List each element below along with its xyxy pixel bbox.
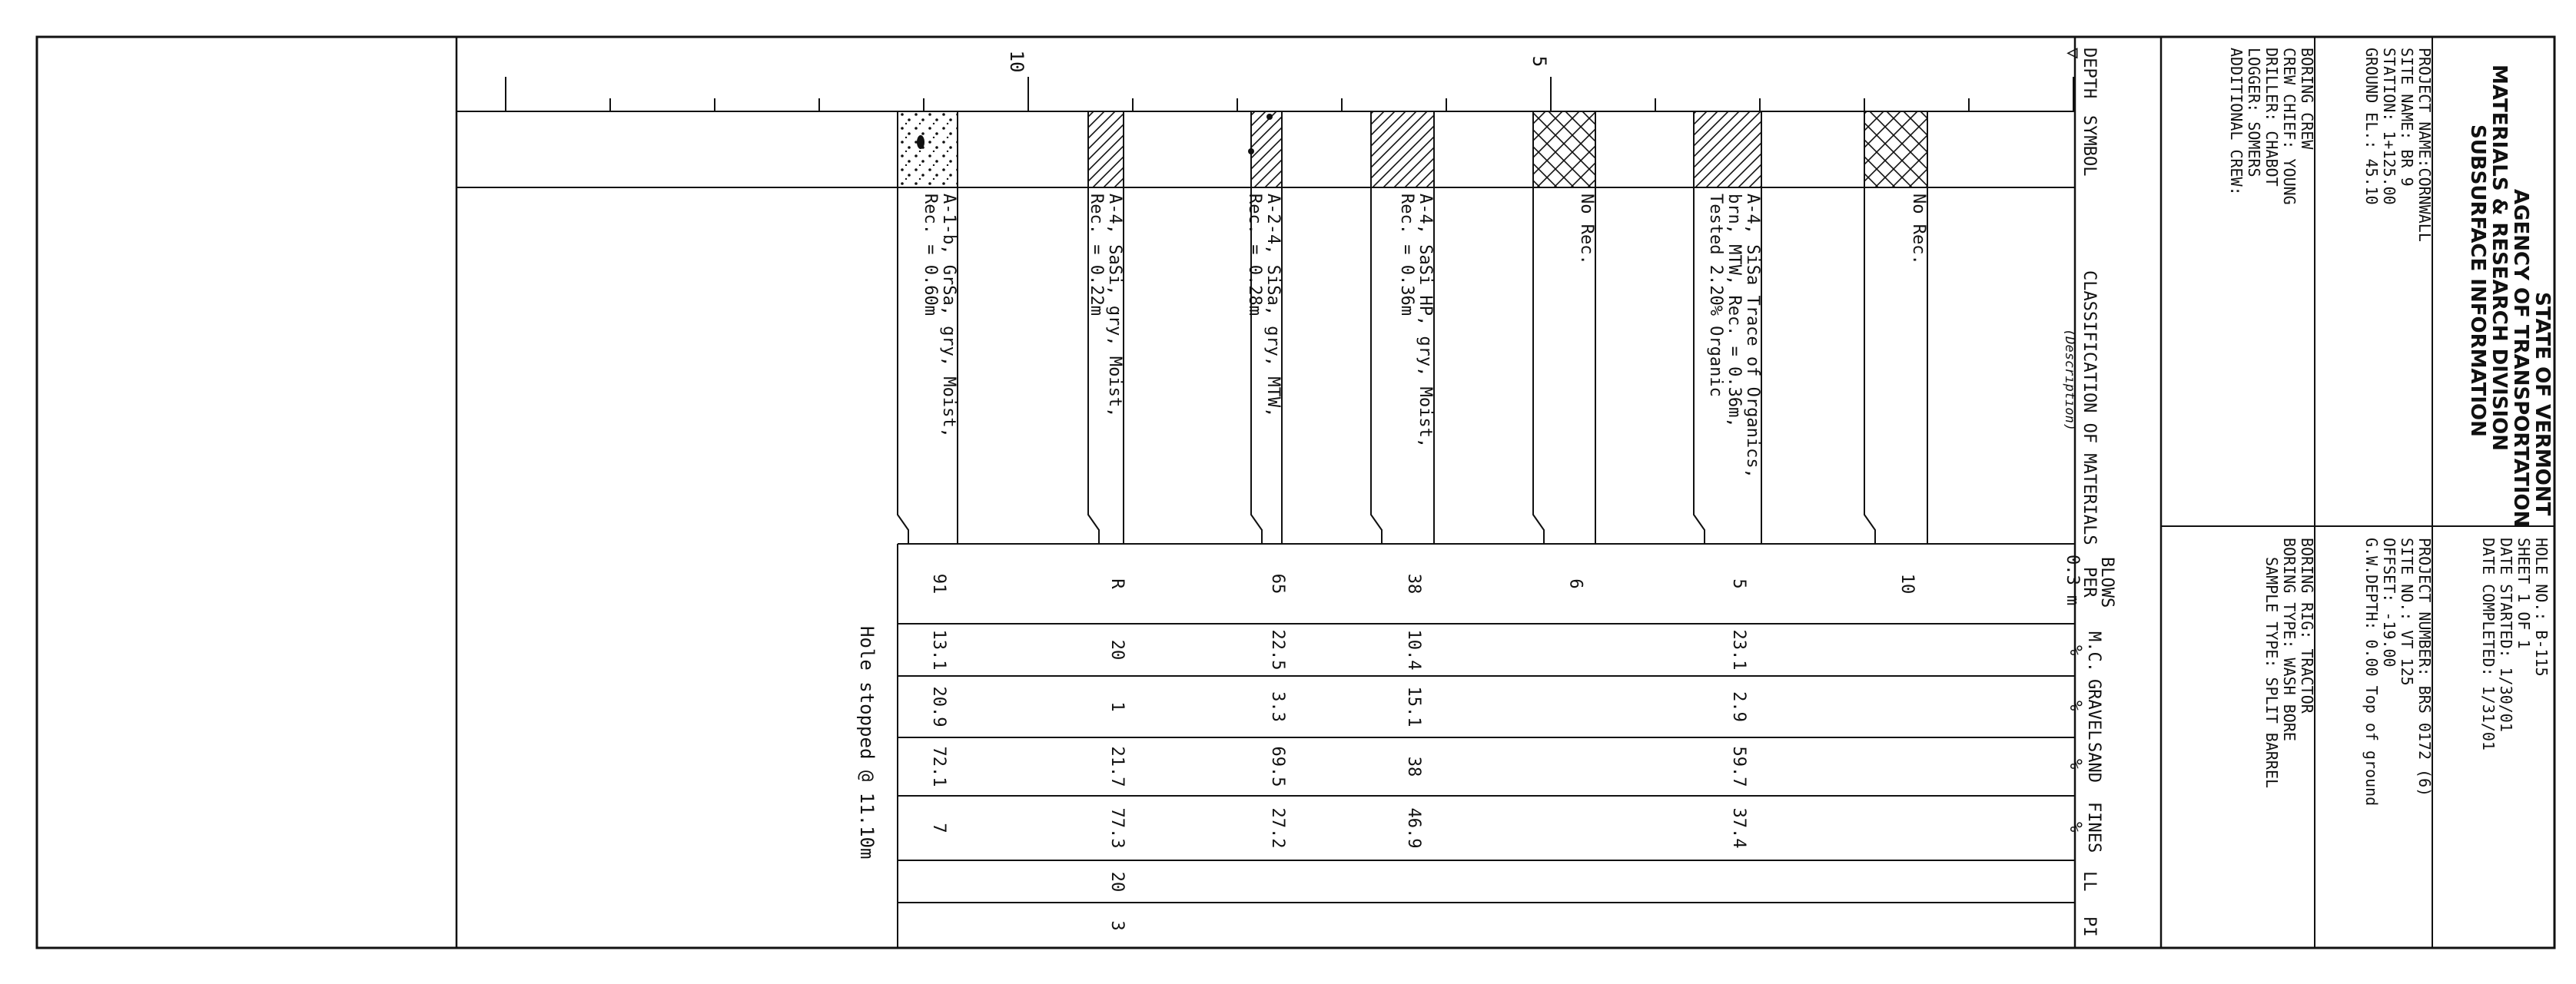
hole-number: HOLE NO.: B-115 (2532, 538, 2551, 677)
crew-chief: CREW CHIEF: YOUNG (2280, 48, 2299, 205)
sample-description: A-4, SaSi HP, gry, Moist, (1416, 194, 1435, 449)
agency-subtitle: SUBSURFACE INFORMATION (2466, 124, 2489, 437)
value-gravel: 20.9 (929, 686, 948, 727)
header-gravel-2: % (2066, 701, 2085, 711)
value-sand: 72.1 (929, 746, 948, 787)
sample-description: A-1-b, GrSa, gry, Moist, (939, 194, 958, 438)
sample-description: A-2-4, SiSa, gry, MTW, (1263, 194, 1283, 418)
sample-description: No Rec. (1909, 194, 1928, 265)
title-block (2227, 48, 2554, 806)
value-blows: 65 (1268, 573, 1287, 595)
value-blows: 5 (1729, 578, 1748, 589)
header-classification: CLASSIFICATION OF MATERIALS (2080, 270, 2099, 545)
value-mc: 13.1 (929, 629, 948, 671)
agency-name: AGENCY OF TRANSPORTATION (2509, 189, 2532, 528)
value-sand: 38 (1404, 756, 1423, 777)
sample-description: A-4, SaSi, gry, Moist, (1105, 194, 1124, 418)
sample-row (898, 111, 958, 833)
offset: OFFSET: -19.00 (2380, 538, 2398, 668)
value-ll: 20 (1107, 871, 1127, 893)
sample-description: A-4, SiSa Trace of Organics, (1743, 194, 1762, 479)
header-blows-3: 0.3 m (2063, 555, 2082, 606)
sample-type: SAMPLE TYPE: SPLIT BARREL (2262, 557, 2281, 789)
header-symbol: SYMBOL (2080, 115, 2099, 177)
value-fines: 77.3 (1107, 807, 1127, 849)
value-gravel: 1 (1107, 701, 1127, 712)
site-name: SITE NAME: BR 9 (2398, 48, 2416, 187)
sheet-number: SHEET 1 OF 1 (2515, 538, 2533, 649)
sample-row (1533, 111, 1596, 589)
value-blows: R (1107, 578, 1127, 589)
project-number: PROJECT NUMBER: BRS 0172 (6) (2415, 538, 2434, 797)
scale-label-10: 10 (1006, 50, 1027, 73)
sample-description: Rec. = 0.22m (1087, 194, 1106, 316)
soil-symbol (898, 111, 958, 187)
sample-row (1864, 111, 1928, 594)
header-pi: PI (2080, 916, 2099, 937)
value-blows: 38 (1404, 573, 1423, 595)
soil-symbol (1694, 111, 1761, 187)
header-fines-2: % (2066, 822, 2085, 833)
additional-crew: ADDITIONAL CREW: (2227, 48, 2246, 196)
header-sand-2: % (2066, 759, 2085, 770)
value-mc: 20 (1107, 639, 1127, 661)
soil-symbol (1864, 111, 1927, 187)
value-gravel: 3.3 (1268, 691, 1287, 722)
logger: LOGGER: SOMERS (2245, 48, 2263, 177)
project-name: PROJECT NAME:CORNWALL (2415, 48, 2434, 242)
boring-crew: BORING CREW (2298, 48, 2316, 150)
sample-description: Rec. = 0.60m (921, 194, 940, 316)
header-depth: DEPTH (2080, 48, 2099, 99)
value-blows: 6 (1565, 578, 1585, 589)
value-mc: 22.5 (1268, 629, 1287, 671)
site-number: SITE NO.: VT 125 (2398, 538, 2416, 686)
header-blows-2: PER (2080, 567, 2099, 598)
sample-description: Tested 2.20% Organic (1706, 194, 1725, 397)
column-headers (2062, 48, 2116, 937)
date-completed: DATE COMPLETED: 1/31/01 (2479, 538, 2498, 750)
value-mc: 23.1 (1729, 629, 1748, 671)
value-gravel: 15.1 (1404, 686, 1423, 727)
value-fines: 46.9 (1404, 807, 1423, 849)
header-fines-1: FINES (2084, 802, 2103, 853)
gravel-mark (1248, 148, 1254, 154)
station: STATION: 1+125.00 (2380, 48, 2398, 205)
sample-row (1087, 111, 1127, 931)
header-blows-1: BLOWS (2097, 557, 2116, 608)
value-fines: 27.2 (1268, 807, 1287, 849)
value-sand: 69.5 (1268, 746, 1287, 787)
gravel-mark (917, 135, 925, 149)
depth-scale (461, 77, 2073, 111)
header-mc-2: % (2066, 645, 2085, 656)
sample-rows (898, 111, 1928, 931)
sheet-border (37, 37, 2554, 948)
value-fines: 37.4 (1729, 807, 1748, 849)
sample-description: Rec. = 0.36m (1397, 194, 1416, 316)
value-sand: 59.7 (1729, 746, 1748, 787)
date-started: DATE STARTED: 1/30/01 (2497, 538, 2515, 732)
driller: DRILLER: CHABOT (2262, 48, 2281, 187)
value-fines: 7 (929, 823, 948, 833)
boring-type: BORING TYPE: WASH BORE (2280, 538, 2299, 741)
header-sand-1: SAND (2084, 742, 2103, 783)
soil-symbol (1533, 111, 1595, 187)
ground-elevation: GROUND EL.: 45.10 (2362, 48, 2381, 205)
value-sand: 21.7 (1107, 746, 1127, 787)
soil-symbol (1371, 111, 1434, 187)
agency-division: MATERIALS & RESEARCH DIVISION (2488, 65, 2511, 451)
sample-description: brn, MTW, Rec. = 0.36m, (1725, 194, 1744, 428)
scale-label-5: 5 (1529, 55, 1550, 68)
value-pi: 3 (1107, 920, 1127, 931)
sample-description: Rec. = 0.28m (1245, 194, 1264, 316)
soil-symbol (1088, 111, 1124, 187)
header-description: (Description) (2062, 329, 2077, 432)
gravel-mark (1266, 114, 1273, 120)
value-blows: 10 (1897, 573, 1917, 595)
sample-description: No Rec. (1577, 194, 1596, 265)
hole-stopped-note: Hole stopped @ 11.10m (856, 626, 878, 860)
value-gravel: 2.9 (1729, 691, 1748, 722)
boring-rig: BORING RIG: TRACTOR (2298, 538, 2316, 714)
value-mc: 10.4 (1404, 629, 1423, 671)
groundwater-depth: G.W.DEPTH: 0.00 Top of ground (2362, 538, 2381, 807)
water-level-icon: ▽ (2063, 48, 2084, 59)
header-ll: LL (2080, 871, 2099, 892)
header-mc-1: M.C. (2084, 631, 2103, 672)
soil-symbol (1251, 111, 1282, 187)
agency-state: STATE OF VERMONT (2531, 292, 2554, 516)
header-gravel-1: GRAVEL (2084, 679, 2103, 740)
value-blows: 91 (929, 573, 948, 595)
